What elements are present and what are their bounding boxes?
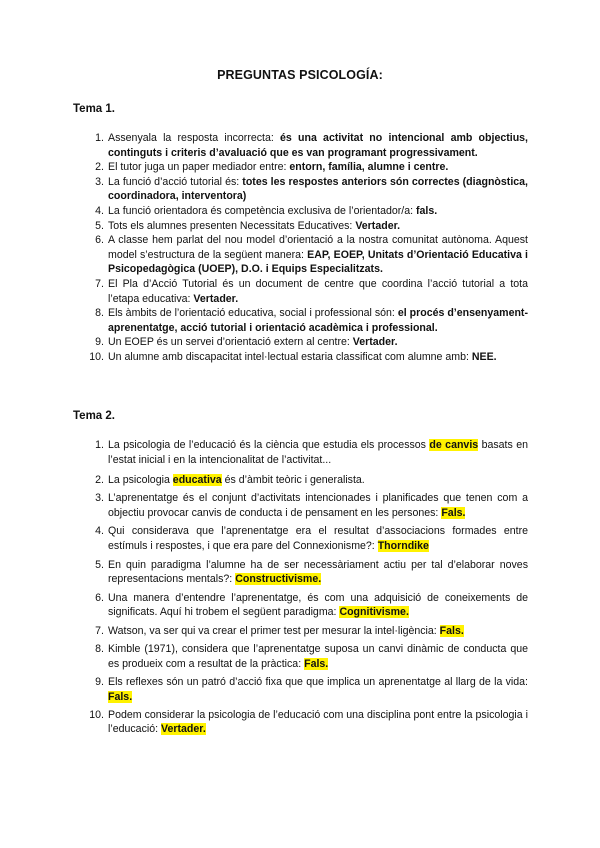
item-number: 10. (89, 708, 104, 721)
tema2-question-list (73, 438, 528, 737)
question-text: Un EOEP és un servei d’orientació extern al centre: (108, 336, 353, 349)
tema1-heading: Tema 1. (73, 103, 115, 115)
highlighted-answer: Fals. (108, 690, 133, 703)
list-item (73, 491, 528, 520)
item-number: 9. (95, 336, 104, 349)
answer-text: Vertader. (355, 219, 401, 232)
question-text: Qui considerava que l’aprenentatge era el resultat d’associacions formades entre estímuls i respostes, i que era pare del Connexionisme?: (108, 525, 528, 553)
highlighted-answer: Fals. (441, 506, 466, 519)
tema2-heading: Tema 2. (73, 410, 115, 422)
item-number: 9. (95, 676, 104, 689)
question-text: Un alumne amb discapacitat intel·lectual estaria classificat com alumne amb: (108, 350, 472, 363)
question-text: La psicologia de l’educació és la ciència que estudia els processos (108, 439, 430, 451)
list-item (73, 335, 528, 350)
list-item (73, 473, 528, 488)
highlighted-answer: Vertader. (161, 723, 206, 736)
list-item (73, 233, 528, 277)
question-text: En quin paradigma l’alumne ha de ser necessàriament actiu per tal d’elaborar noves representacions mentals?: (108, 558, 528, 586)
answer-text: totes les respostes anteriors són correctes (diagnòstica, coordinadora, interventora) (108, 175, 528, 203)
question-text: La funció orientadora és competència exclusiva de l’orientador/a: (108, 204, 416, 217)
answer-text: és una activitat no intencional amb objectius, continguts i criteris d’avaluació que es van programant progressivament. (108, 132, 528, 159)
tema1-question-list (73, 131, 528, 365)
item-number: 4. (95, 204, 104, 217)
answer-text: Vertader. (352, 336, 398, 349)
highlighted-answer: Thorndike (377, 540, 429, 553)
item-number: 6. (95, 591, 104, 604)
list-item (73, 277, 528, 306)
item-number: 5. (95, 219, 104, 232)
question-text: Els àmbits de l’orientació educativa, social i professional són: (108, 307, 398, 320)
item-number: 8. (95, 643, 104, 656)
item-number: 6. (95, 234, 104, 247)
list-item (73, 204, 528, 219)
question-text: A classe hem parlat del nou model d’orientació a la nostra comunitat autònoma. Aquest model s’estructura de la següent manera: (108, 234, 528, 261)
item-number: 1. (95, 132, 104, 144)
answer-text: NEE. (471, 350, 497, 363)
list-item (73, 306, 528, 335)
list-item (73, 438, 528, 467)
highlighted-answer: Fals. (439, 625, 464, 638)
list-item (73, 675, 528, 704)
question-text: Una manera d’entendre l’aprenentatge, és com una adquisició de coneixements de significats. Aquí hi trobem el següent paradigma: (108, 591, 528, 619)
item-number: 8. (95, 307, 104, 320)
item-number: 7. (95, 277, 104, 290)
answer-text: entorn, família, alumne i centre. (289, 161, 449, 174)
question-text: Tots els alumnes presenten Necessitats Educatives: (108, 219, 356, 232)
question-text: Assenyala la resposta incorrecta: (108, 132, 281, 144)
highlighted-answer: Fals. (304, 657, 329, 670)
question-text-continued: basats en l’estat inicial i en la intencionalitat de l’activitat... (108, 439, 528, 466)
answer-text: EAP, EOEP, Unitats d’Orientació Educativa i Psicopedagògica (UOEP), D.O. i Equips Especialitzats. (108, 248, 528, 276)
highlighted-answer: Constructivisme. (235, 573, 322, 586)
question-text: La psicologia (108, 473, 173, 486)
question-text: L’aprenentatge és el conjunt d’activitats intencionades i planificades que tenen com a objectiu provocar canvis de conducta i de pensament en les persones: (108, 492, 528, 519)
list-item (73, 219, 528, 234)
list-item (73, 175, 528, 204)
question-text-continued: és d’àmbit teòric i generalista. (221, 473, 365, 486)
list-item (73, 558, 528, 587)
list-item (73, 131, 528, 160)
answer-text: el procés d’ensenyament-aprenentatge, acció tutorial i orientació acadèmica i professional. (108, 307, 528, 334)
question-text: Podem considerar la psicologia de l’educació com una disciplina pont entre la psicologia i l’educació: (108, 708, 528, 736)
list-item (73, 642, 528, 671)
item-number: 4. (95, 525, 104, 538)
list-item (73, 160, 528, 175)
list-item (73, 350, 528, 365)
page-title: PREGUNTAS PSICOLOGÍA: (217, 68, 383, 82)
list-item (73, 708, 528, 737)
question-text: El tutor juga un paper mediador entre: (108, 161, 290, 174)
item-number: 3. (95, 492, 104, 505)
highlighted-answer: de canvis (429, 439, 479, 451)
highlighted-answer: Cognitivisme. (339, 606, 409, 619)
answer-text: fals. (416, 204, 438, 217)
answer-text: Vertader. (193, 292, 239, 305)
item-number: 2. (95, 161, 104, 174)
list-item (73, 591, 528, 620)
item-number: 1. (95, 439, 104, 451)
item-number: 10. (89, 350, 104, 363)
item-number: 3. (95, 175, 104, 188)
question-text: Watson, va ser qui va crear el primer test per mesurar la intel·ligència: (108, 625, 440, 638)
question-text: La funció d’acció tutorial és: (108, 175, 243, 188)
question-text: Kimble (1971), considera que l’aprenentatge suposa un canvi dinàmic de conducta que es produeix com a resultat de la pràctica: (108, 643, 528, 670)
item-number: 5. (95, 558, 104, 571)
item-number: 2. (95, 473, 104, 486)
item-number: 7. (95, 625, 104, 638)
list-item (73, 524, 528, 553)
highlighted-answer: educativa (172, 473, 222, 486)
list-item (73, 624, 528, 639)
question-text: Els reflexes són un patró d’acció fixa que que implica un aprenentatge al llarg de la vida: (108, 676, 528, 689)
question-text: El Pla d’Acció Tutorial és un document de centre que coordina l’acció tutorial a tota l’etapa educativa: (108, 277, 528, 305)
